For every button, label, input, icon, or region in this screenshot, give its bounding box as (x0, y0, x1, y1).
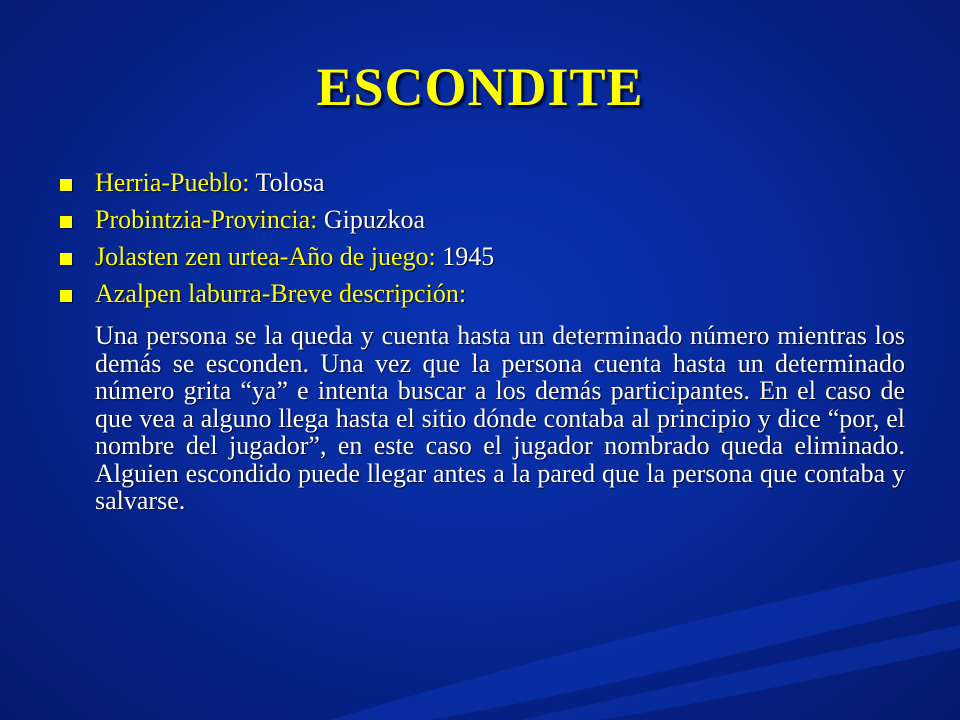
bullet-value: Gipuzkoa (317, 205, 425, 234)
square-bullet-icon (60, 179, 72, 191)
slide-title: ESCONDITE (316, 57, 644, 117)
bullet-pueblo (60, 168, 905, 198)
bullet-label: Jolasten zen urtea-Año de juego: (95, 242, 436, 271)
square-bullet-icon (60, 216, 72, 228)
square-bullet-icon (60, 290, 72, 302)
bullet-descripcion (60, 279, 905, 309)
bullet-label: Azalpen laburra-Breve descripción: (95, 279, 467, 308)
bullet-label: Probintzia-Provincia: (95, 205, 318, 234)
bullet-list (60, 168, 905, 316)
description-block (60, 322, 905, 515)
bullet-ano (60, 242, 905, 272)
square-bullet-icon (60, 253, 72, 265)
bullet-value: Tolosa (249, 168, 325, 197)
bullet-label: Herria-Pueblo: (95, 168, 250, 197)
bullet-provincia (60, 205, 905, 235)
description-text: Una persona se la queda y cuenta hasta un determinado número mientras los demás se esconden. Una vez que la persona cuenta hasta un determinado número grita “ya” e intenta buscar a los demás participantes. En el caso de que vea a alguno llega hasta el sitio dónde contaba al principio y dice “por, el nombre del jugador”, en este caso el jugador nombrado queda eliminado. Alguien escondido puede llegar antes a la pared que la persona que contaba y salvarse. (95, 321, 905, 515)
bullet-value: 1945 (435, 242, 495, 271)
